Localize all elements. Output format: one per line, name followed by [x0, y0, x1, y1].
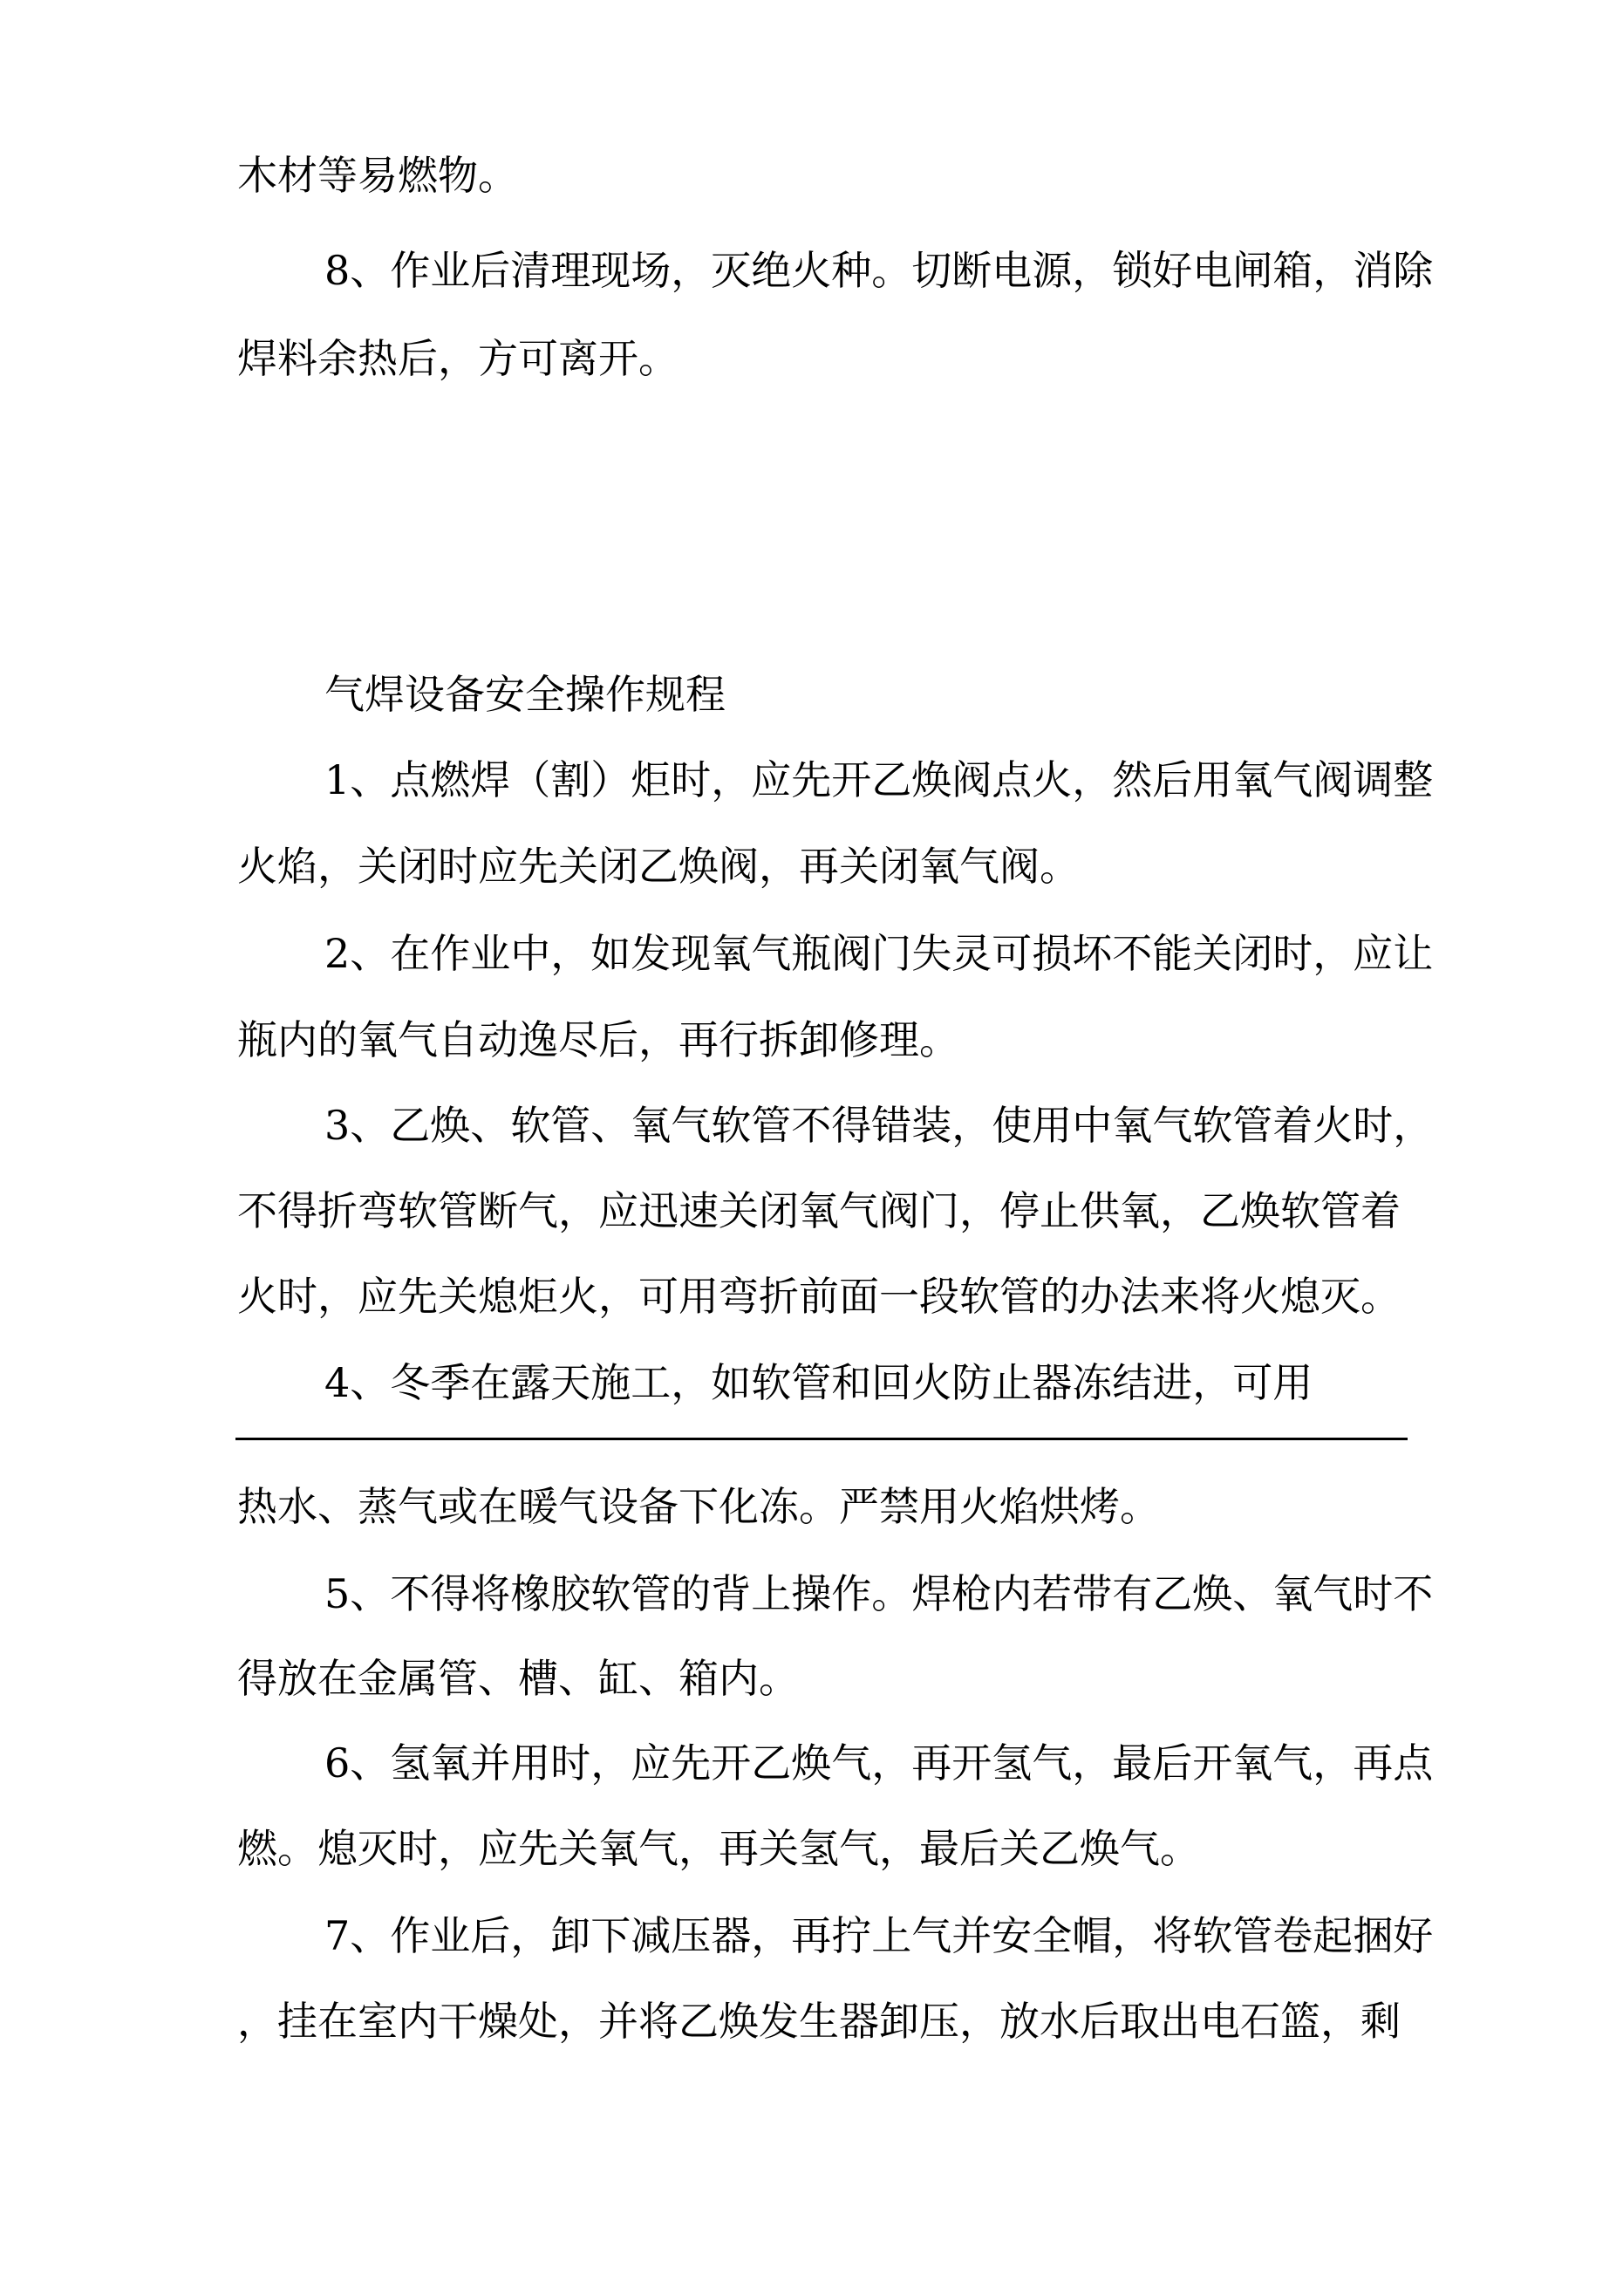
paragraph-line: 焊料余热后，方可离开。 — [237, 335, 679, 382]
page-divider — [235, 1438, 1408, 1440]
paragraph-line: 热水、蒸气或在暖气设备下化冻。严禁用火焰烘烤。 — [237, 1483, 1160, 1530]
paragraph-line: 得放在金属管、槽、缸、箱内。 — [237, 1655, 799, 1702]
paragraph-line: 不得折弯软管断气，应迅速关闭氧气阀门，停止供氧，乙焕软管着 — [237, 1187, 1401, 1234]
paragraph-line: 6、氢氧并用时，应先开乙焕气，再开氢气，最后开氧气，再点 — [324, 1739, 1434, 1787]
paragraph-line: 1、点燃焊（割）炬时，应先开乙焕阀点火，然后用氧气阀调整 — [324, 756, 1434, 803]
paragraph-line: 7、作业后，卸下减压器，再拧上气并安全帽，将软管卷起捆好 — [324, 1912, 1434, 1959]
paragraph-line: 火时，应先关熄炬火，可用弯折前面一段软管的办法来将火熄灭。 — [237, 1273, 1401, 1320]
paragraph-line: 4、冬季在露天施工，如软管和回火防止器冻结进，可用 — [324, 1359, 1313, 1406]
section-title: 气焊设备安全操作规程 — [324, 671, 726, 718]
paragraph-line: ，挂在室内干燥处，并将乙焕发生器卸压，放水后取出电石篮，剩 — [237, 1998, 1401, 2045]
paragraph-line: 5、不得将橡胶软管的背上操作。焊枪内若带有乙焕、氧气时不 — [324, 1570, 1434, 1617]
paragraph-line: 瓶内的氧气自动逸尽后，再行拆卸修理。 — [237, 1016, 959, 1063]
paragraph-line: 燃。熄灭时，应先关氧气，再关氢气，最后关乙焕气。 — [237, 1825, 1200, 1872]
paragraph-line: 木材等易燃物。 — [237, 152, 518, 199]
paragraph-line: 8、作业后清理现场，灭绝火种。切断电源，锁好电闸箱，消除 — [324, 247, 1434, 294]
paragraph-line: 3、乙焕、软管、氧气软管不得错装，使用中氧气软管着火时， — [324, 1102, 1434, 1149]
paragraph-line: 2、在作业中，如发现氧气瓶阀门失灵可损坏不能关闭时，应让 — [324, 930, 1434, 977]
paragraph-line: 火焰，关闭时应先关闭乙焕阀，再关闭氧气阀。 — [237, 843, 1080, 890]
